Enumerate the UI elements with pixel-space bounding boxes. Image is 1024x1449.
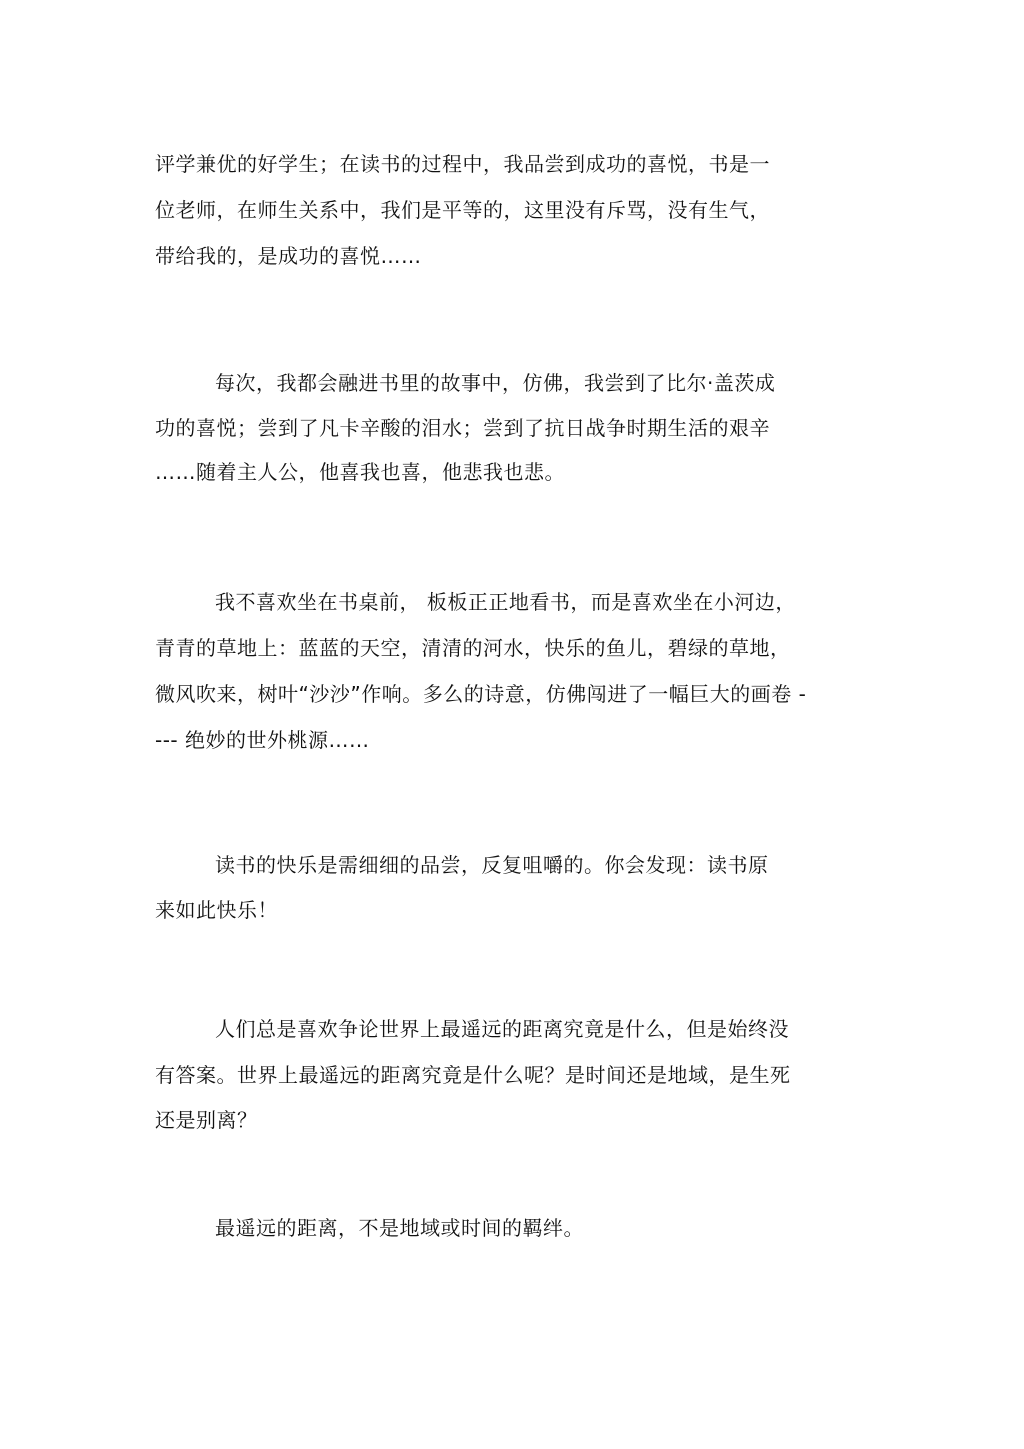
- paragraph-5-line-3: 还是别离？: [155, 1108, 258, 1132]
- paragraph-3-line-3: 微风吹来，树叶“沙沙”作响。多么的诗意，仿佛闯进了一幅巨大的画卷 -: [155, 682, 807, 706]
- paragraph-6-line-1: 最遥远的距离，不是地域或时间的羁绊。: [215, 1216, 584, 1240]
- paragraph-2-line-1: 每次，我都会融进书里的故事中，仿佛，我尝到了比尔·盖茨成: [215, 371, 776, 395]
- paragraph-2-line-2: 功的喜悦；尝到了凡卡辛酸的泪水；尝到了抗日战争时期生活的艰辛: [155, 416, 770, 440]
- paragraph-5-line-2: 有答案。世界上最遥远的距离究竟是什么呢？是时间还是地域，是生死: [155, 1063, 791, 1087]
- paragraph-3-line-2: 青青的草地上：蓝蓝的天空，清清的河水，快乐的鱼儿，碧绿的草地，: [155, 636, 791, 660]
- paragraph-4-line-1: 读书的快乐是需细细的品尝，反复咀嚼的。你会发现：读书原: [215, 853, 769, 877]
- paragraph-3-line-1: 我不喜欢坐在书桌前， 板板正正地看书，而是喜欢坐在小河边，: [215, 590, 796, 614]
- paragraph-1-line-3: 带给我的，是成功的喜悦……: [155, 244, 422, 268]
- paragraph-4-line-2: 来如此快乐！: [155, 898, 278, 922]
- paragraph-5-line-1: 人们总是喜欢争论世界上最遥远的距离究竟是什么，但是始终没: [215, 1017, 789, 1041]
- paragraph-2-line-3: ……随着主人公，他喜我也喜，他悲我也悲。: [155, 460, 565, 484]
- paragraph-3-line-4: --- 绝妙的世外桃源……: [155, 728, 370, 752]
- paragraph-1-line-1: 评学兼优的好学生；在读书的过程中，我品尝到成功的喜悦，书是一: [155, 152, 770, 176]
- paragraph-1-line-2: 位老师，在师生关系中，我们是平等的，这里没有斥骂，没有生气，: [155, 198, 770, 222]
